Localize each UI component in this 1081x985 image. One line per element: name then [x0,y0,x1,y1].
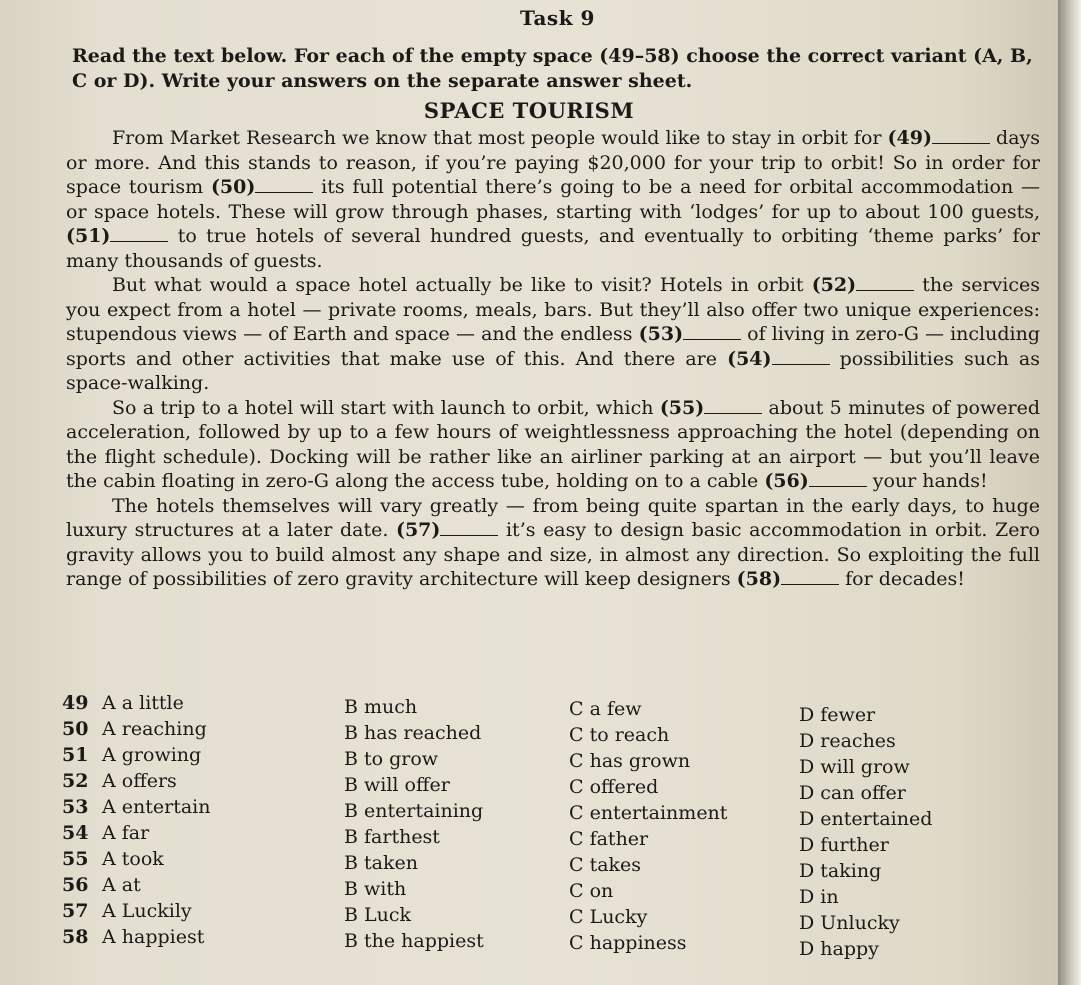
passage-text: From Market Research we know that most people would like to stay in orbit for [112,127,888,149]
option-d: D in [799,886,839,908]
option-b: B farthest [344,826,440,848]
option-a: A growing [102,744,202,766]
option-a: A Luckily [102,900,192,922]
option-a: A at [102,874,141,896]
passage-paragraph [66,126,1040,273]
question-number: 49 [62,692,89,714]
gap-number: (51) [66,225,111,247]
option-row [62,718,1052,752]
passage-text: your hands! [866,470,988,492]
passage-paragraph [66,273,1040,396]
option-c: C to reach [569,724,670,746]
gap-number: (58) [736,568,782,590]
option-b: B entertaining [344,800,484,822]
question-number: 58 [62,926,89,948]
option-d: D happy [799,938,879,960]
task-title: Task 9 [520,6,595,30]
option-d: D fewer [799,704,876,726]
passage-text: of living in zero-G — including sports and other activities that make use of this. And there are [66,323,1040,370]
question-number: 53 [62,796,89,818]
option-c: C father [569,828,649,850]
passage-text: But what would a space hotel actually be like to visit? Hotels in orbit [112,274,812,296]
option-d: D entertained [799,808,933,830]
option-row [62,692,1052,726]
page-edge [1058,0,1081,985]
option-c: C on [569,880,614,902]
question-number: 52 [62,770,89,792]
passage-text: its full potential there’s going to be a need for orbital accommodation — or space hotels. These will grow through phases, starting with ‘lodges’ for up to about 100 guests, [66,176,1040,223]
option-c: C happiness [569,932,687,954]
answer-gap [683,323,741,340]
option-c: C Lucky [569,906,648,928]
passage-text: So a trip to a hotel will start with launch to orbit, which [112,396,660,419]
question-number: 56 [62,874,89,896]
passage-text: to true hotels of several hundred guests, and eventually to orbiting ‘theme parks’ for many thousands of guests. [66,225,1040,272]
question-number: 51 [62,744,89,766]
option-c: C a few [569,698,642,720]
option-a: A offers [102,770,177,792]
question-number: 55 [62,848,89,870]
passage-text: The hotels themselves will vary greatly — from being quite spartan in the early days, to huge luxury structures at a later date. [66,494,1040,541]
passage [66,126,1040,592]
option-b: B the happiest [344,930,484,952]
text-heading: SPACE TOURISM [423,98,635,123]
option-a: A far [102,822,150,844]
gap-number: (50) [210,176,256,198]
passage-text: the services you expect from a hotel — private rooms, meals, bars. But they’ll also offer two unique experiences: stupendous views — of Earth and space — and the endless [66,274,1041,345]
option-row [62,900,1052,934]
option-row [62,744,1052,778]
answer-gap [772,348,830,365]
instructions: Read the text below. For each of the empty space (49–58) choose the correct variant (A, B, C or D). Write your answers on the separate answer sheet. [72,45,1033,92]
option-b: B taken [344,852,418,874]
answer-gap [932,127,990,144]
passage-paragraph [66,494,1040,592]
gap-number: (54) [727,347,772,370]
option-c: C has grown [569,750,691,772]
gap-number: (55) [659,396,705,419]
option-d: D can offer [799,782,906,804]
option-row [62,874,1052,908]
option-a: A a little [102,692,184,714]
passage-text: days or more. And this stands to reason, if you’re paying $20,000 for your trip to orbit! So in order for space tourism [66,127,1041,198]
passage-text: about 5 minutes of powered acceleration, followed by up to a few hours of weightlessness approaching the hotel (depending on the flight schedule). Docking will be rather like an airliner parking at an airport — but you’ll leave the cabin floating in zero-G along the access tube, holding on to a cable [66,396,1040,492]
option-a: A entertain [102,796,211,818]
answer-gap [809,470,867,487]
option-c: C takes [569,854,642,876]
gap-number: (53) [638,323,684,345]
answer-gap [110,225,168,242]
option-d: D further [799,834,889,856]
option-a: A took [102,848,164,870]
option-row [62,796,1052,830]
option-row [62,770,1052,804]
answer-gap [704,397,762,414]
answer-gap [781,568,839,585]
option-d: D reaches [799,730,896,752]
option-a: A reaching [102,718,207,740]
option-b: B much [344,696,418,718]
option-c: C offered [569,776,659,798]
passage-text: possibilities such as space-walking. [66,347,1040,394]
answer-gap [856,274,914,291]
passage-text: it’s easy to design basic accommodation in orbit. Zero gravity allows you to build almost any shape and size, in almost any direction. So exploiting the full range of possibilities of zero gravity architecture will keep designers [66,519,1040,590]
option-d: D Unlucky [799,912,900,934]
gap-number: (57) [395,519,441,541]
answer-gap [440,519,498,536]
option-b: B to grow [344,748,439,770]
option-b: B Luck [344,904,412,926]
option-b: B will offer [344,774,450,796]
option-b: B has reached [344,722,482,744]
option-d: D taking [799,860,882,882]
passage-text: for decades! [839,568,965,590]
gap-number: (49) [887,127,932,149]
question-number: 50 [62,718,89,740]
option-row [62,926,1052,960]
option-c: C entertainment [569,802,728,824]
option-b: B with [344,878,407,900]
passage-paragraph [66,396,1040,494]
option-a: A happiest [102,926,205,948]
question-number: 54 [62,822,89,844]
gap-number: (52) [811,274,857,296]
gap-number: (56) [764,470,809,492]
option-d: D will grow [799,756,910,778]
option-row [62,848,1052,882]
option-row [62,822,1052,856]
answer-gap [255,176,313,193]
question-number: 57 [62,900,89,922]
